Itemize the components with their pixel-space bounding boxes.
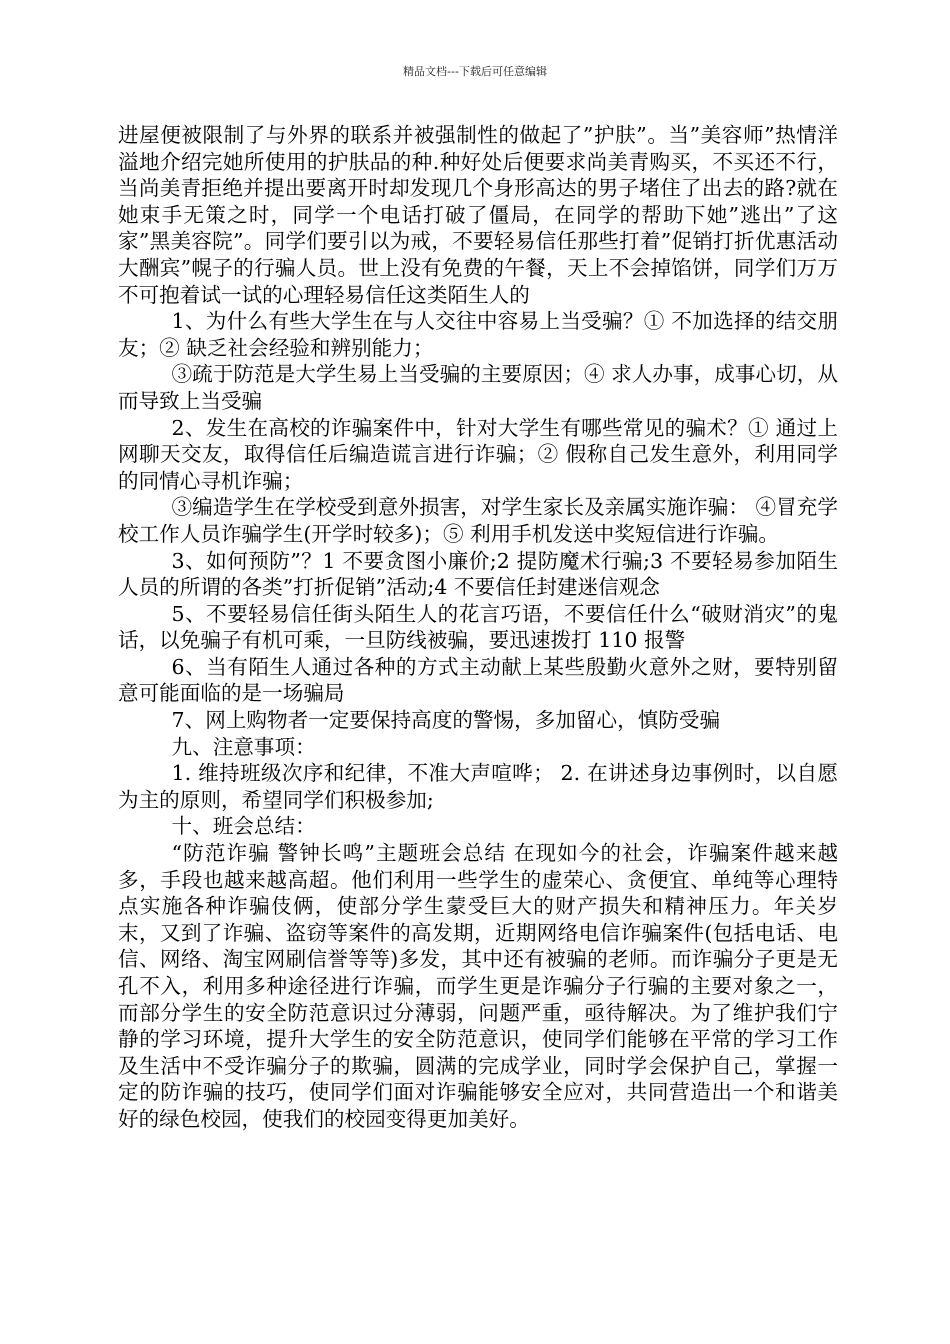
paragraph-prevention-5: 5、不要轻易信任街头陌生人的花言巧语，不要信任什么“破财消灾”的鬼话，以免骗子有机可乘，一旦防线被骗，要迅速拨打 110 报警	[118, 601, 838, 653]
paragraph-question-2-continued: ③编造学生在学校受到意外损害，对学生家长及亲属实施诈骗： ④冒充学校工作人员诈骗学生(开学时较多)；⑤ 利用手机发送中奖短信进行诈骗。	[118, 495, 838, 546]
document-body	[118, 122, 838, 1133]
paragraph-prevention-3: 3、如何预防”？1 不要贪图小廉价;2 提防魔术行骗;3 不要轻易参加陌生人员的所谓的各类”打折促销”活动;4 不要信任封建迷信观念	[118, 548, 838, 600]
paragraph-notes: 1. 维持班级次序和纪律，不准大声喧哗； 2. 在讲述身边事例时，以自愿为主的原则，希望同学们积极参加;	[118, 761, 838, 812]
paragraph-summary: “防范诈骗 警钟长鸣”主题班会总结 在现如今的社会，诈骗案件越来越多，手段也越来越高超。他们利用一些学生的虚荣心、贪便宜、单纯等心理特点实施各种诈骗伎俩，使部分学生蒙受巨大的财产损失和精神压力。年关岁末，又到了诈骗、盗窃等案件的高发期，近期网络电信诈骗案件(包括电话、电信、网络、淘宝网刷信誉等等)多发，其中还有被骗的老师。而诈骗分子更是无孔不入，利用多种途径进行诈骗，而学生更是诈骗分子行骗的主要对象之一，而部分学生的安全防范意识过分薄弱，问题严重，亟待解决。为了维护我们宁静的学习环境，提升大学生的安全防范意识，使同学们能够在平常的学习工作及生活中不受诈骗分子的欺骗，圆满的完成学业，同时学会保护自己，掌握一定的防诈骗的技巧，使同学们面对诈骗能够安全应对，共同营造出一个和谐美好的绿色校园，使我们的校园变得更加美好。	[118, 841, 838, 1131]
paragraph-question-1-continued: ③疏于防范是大学生易上当受骗的主要原因；④ 求人办事，成事心切，从而导致上当受骗	[118, 362, 838, 413]
section-heading-notes: 九、注意事项：	[171, 734, 316, 759]
paragraph-question-2: 2、发生在高校的诈骗案件中，针对大学生有哪些常见的骗术？① 通过上网聊天交友，取得信任后编造谎言进行诈骗；② 假称自己发生意外，利用同学的同情心寻机诈骗；	[118, 415, 838, 493]
paragraph-intro-story: 进屋便被限制了与外界的联系并被强制性的做起了”护肤”。当”美容师”热情洋溢地介绍完她所使用的护肤品的种.种好处后便要求尚美青购买，不买还不行，当尚美青拒绝并提出要离开时却发现几个身形高达的男子堵住了出去的路?就在她束手无策之时，同学一个电话打破了僵局，在同学的帮助下她”逃出”了这家”黑美容院”。同学们要引以为戒，不要轻易信任那些打着”促销打折优惠活动大酬宾”幌子的行骗人员。世上没有免费的午餐，天上不会掉馅饼，同学们万万不可抱着试一试的心理轻易信任这类陌生人的	[118, 123, 838, 307]
paragraph-question-1: 1、为什么有些大学生在与人交往中容易上当受骗？① 不加选择的结交朋友；② 缺乏社会经验和辨别能力；	[118, 309, 838, 360]
paragraph-prevention-7: 7、网上购物者一定要保持高度的警惕，多加留心，慎防受骗	[171, 708, 721, 733]
section-heading-summary: 十、班会总结：	[171, 814, 316, 839]
page-header: 精品文档---下载后可任意编辑	[403, 65, 547, 78]
paragraph-prevention-6: 6、当有陌生人通过各种的方式主动献上某些殷勤火意外之财，要特别留意可能面临的是一场骗局	[118, 654, 838, 706]
